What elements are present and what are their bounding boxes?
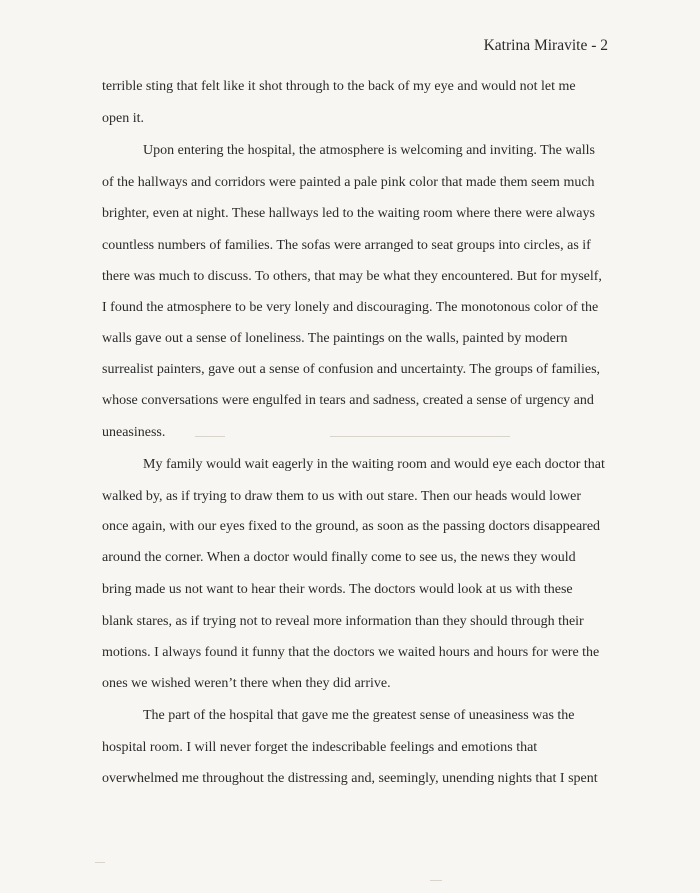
text-line: once again, with our eyes fixed to the ground, as soon as the passing doctors disappeared bbox=[102, 519, 601, 534]
scan-smudge bbox=[95, 862, 105, 863]
text-line: motions. I always found it funny that the doctors we waited hours and hours for were the bbox=[102, 645, 600, 660]
paragraph-start-line: My family would wait eagerly in the waiting room and would eye each doctor that bbox=[143, 457, 605, 472]
text-line: there was much to discuss. To others, that may be what they encountered. But for myself, bbox=[102, 269, 602, 284]
text-line: around the corner. When a doctor would finally come to see us, the news they would bbox=[102, 550, 576, 565]
text-line: blank stares, as if trying not to reveal more information than they should through their bbox=[102, 614, 584, 629]
paragraph-start-line: Upon entering the hospital, the atmosphere is welcoming and inviting. The walls bbox=[143, 143, 595, 158]
text-line: ones we wished weren’t there when they did arrive. bbox=[102, 676, 391, 691]
text-line: walked by, as if trying to draw them to us with out stare. Then our heads would lower bbox=[102, 489, 582, 504]
scan-smudge bbox=[195, 436, 225, 437]
text-line: bring made us not want to hear their words. The doctors would look at us with these bbox=[102, 582, 573, 597]
scan-smudge bbox=[330, 436, 510, 437]
text-line: walls gave out a sense of loneliness. The paintings on the walls, painted by modern bbox=[102, 331, 568, 346]
text-line: of the hallways and corridors were painted a pale pink color that made them seem much bbox=[102, 175, 595, 190]
text-line: open it. bbox=[102, 111, 144, 126]
text-line: brighter, even at night. These hallways led to the waiting room where there were always bbox=[102, 206, 595, 221]
text-line: hospital room. I will never forget the indescribable feelings and emotions that bbox=[102, 740, 538, 755]
text-line: I found the atmosphere to be very lonely and discouraging. The monotonous color of the bbox=[102, 300, 599, 315]
text-line: countless numbers of families. The sofas were arranged to seat groups into circles, as if bbox=[102, 238, 591, 253]
text-line: surrealist painters, gave out a sense of confusion and uncertainty. The groups of families, bbox=[102, 362, 601, 377]
running-head: Katrina Miravite - 2 bbox=[483, 37, 608, 54]
text-line: overwhelmed me throughout the distressing and, seemingly, unending nights that I spent bbox=[102, 771, 598, 786]
text-line: terrible sting that felt like it shot through to the back of my eye and would not let me bbox=[102, 79, 576, 94]
text-line: uneasiness. bbox=[102, 425, 166, 440]
scan-smudge bbox=[430, 880, 442, 881]
text-line: whose conversations were engulfed in tears and sadness, created a sense of urgency and bbox=[102, 393, 594, 408]
paragraph-start-line: The part of the hospital that gave me the greatest sense of uneasiness was the bbox=[143, 708, 575, 723]
